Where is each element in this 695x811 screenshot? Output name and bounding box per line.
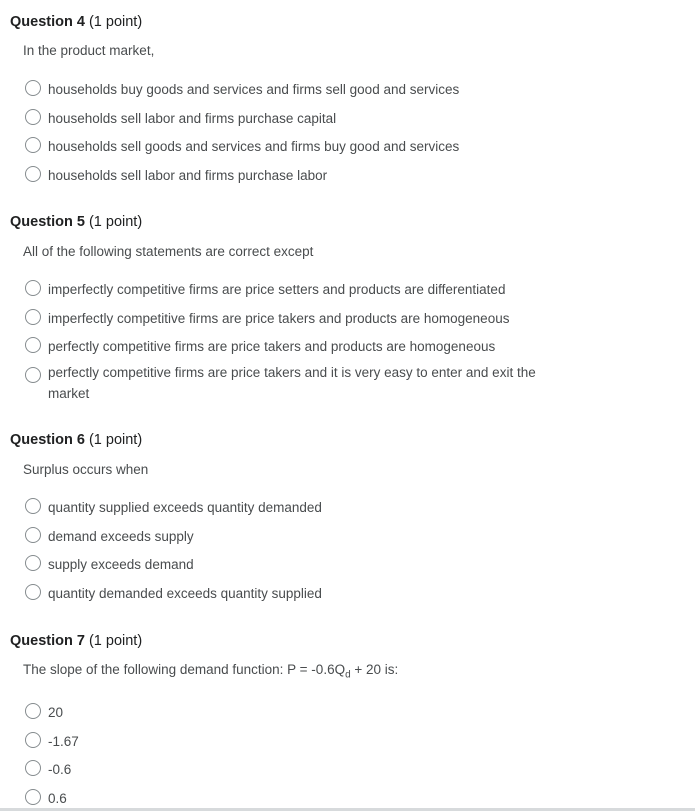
question-number: Question 5 <box>10 214 85 230</box>
option-label[interactable]: quantity supplied exceeds quantity demanded <box>48 500 322 515</box>
question-number: Question 7 <box>10 633 85 649</box>
option-label[interactable]: -1.67 <box>48 734 79 749</box>
question-title <box>10 13 142 31</box>
option-label[interactable]: supply exceeds demand <box>48 557 194 572</box>
question-prompt: All of the following statements are correct except <box>23 244 314 259</box>
option-label[interactable]: 0.6 <box>48 791 67 806</box>
radio-button[interactable] <box>25 555 41 571</box>
radio-button[interactable] <box>25 80 41 96</box>
option-label[interactable]: quantity demanded exceeds quantity supplied <box>48 586 322 601</box>
prompt-text-end: + 20 is: <box>350 662 399 677</box>
radio-button[interactable] <box>25 337 41 353</box>
radio-button[interactable] <box>25 789 41 805</box>
question-prompt: Surplus occurs when <box>23 462 149 477</box>
option-label[interactable]: -0.6 <box>48 762 72 777</box>
radio-button[interactable] <box>25 584 41 600</box>
option-label[interactable]: households buy goods and services and firms sell good and services <box>48 82 460 97</box>
radio-button[interactable] <box>25 760 41 776</box>
option-label[interactable]: imperfectly competitive firms are price setters and products are differentiated <box>48 282 506 297</box>
option-label[interactable]: 20 <box>48 705 64 720</box>
prompt-subscript: d <box>345 669 351 681</box>
option-label[interactable]: perfectly competitive firms are price takers and it is very easy to enter and exit the market <box>48 365 536 401</box>
option-label[interactable]: demand exceeds supply <box>48 529 194 544</box>
radio-button[interactable] <box>25 309 41 325</box>
radio-button[interactable] <box>25 732 41 748</box>
question-points: (1 point) <box>88 14 143 30</box>
option-label[interactable]: households sell labor and firms purchase labor <box>48 168 328 183</box>
radio-button[interactable] <box>25 166 41 182</box>
question-number: Question 6 <box>10 432 85 448</box>
question-title <box>10 431 142 449</box>
question-points: (1 point) <box>88 214 143 230</box>
radio-button[interactable] <box>25 109 41 125</box>
option-label[interactable]: imperfectly competitive firms are price takers and products are homogeneous <box>48 311 510 326</box>
radio-button[interactable] <box>25 703 41 719</box>
option-label[interactable]: households sell goods and services and firms buy good and services <box>48 139 460 154</box>
radio-button[interactable] <box>25 280 41 296</box>
question-title <box>10 632 142 650</box>
option-label[interactable]: perfectly competitive firms are price takers and products are homogeneous <box>48 339 496 354</box>
prompt-text: The slope of the following demand function: P = -0.6Q <box>23 662 346 677</box>
question-prompt: In the product market, <box>23 43 155 58</box>
question-points: (1 point) <box>88 633 143 649</box>
question-number: Question 4 <box>10 14 85 30</box>
radio-button[interactable] <box>25 498 41 514</box>
option-label[interactable]: households sell labor and firms purchase capital <box>48 111 337 126</box>
question-title <box>10 213 142 231</box>
question-prompt <box>23 661 398 685</box>
radio-button[interactable] <box>25 527 41 543</box>
question-points: (1 point) <box>88 432 143 448</box>
radio-button[interactable] <box>25 367 41 383</box>
radio-button[interactable] <box>25 137 41 153</box>
